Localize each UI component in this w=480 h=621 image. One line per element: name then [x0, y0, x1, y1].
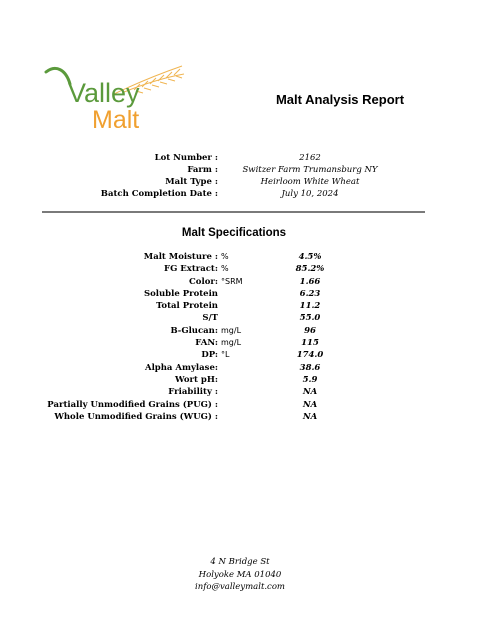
spec-value: 38.6	[299, 362, 321, 373]
footer-address	[0, 556, 480, 594]
section-divider	[42, 211, 425, 213]
spec-unit: °SRM	[221, 276, 243, 286]
spec-label: Wort pH:	[175, 374, 218, 385]
meta-row-farm	[0, 165, 480, 177]
spec-label: Whole Unmodified Grains (WUG) :	[54, 411, 218, 422]
spec-value: 96	[304, 325, 316, 336]
meta-row-batch-date	[0, 189, 480, 201]
spec-value: 1.66	[299, 276, 321, 287]
spec-label: FAN:	[195, 338, 218, 349]
meta-row-lot-number	[0, 153, 480, 165]
spec-row	[0, 301, 480, 313]
meta-value: 2162	[299, 153, 321, 163]
batch-details	[0, 153, 480, 201]
spec-value: 85.2%	[295, 264, 325, 275]
meta-value: Switzer Farm Trumansburg NY	[242, 165, 378, 175]
meta-row-malt-type	[0, 177, 480, 189]
address-city: Holyoke MA 01040	[198, 569, 282, 580]
spec-label: Soluble Protein	[143, 288, 218, 299]
spec-value: 6.23	[299, 288, 321, 299]
meta-label: Farm :	[187, 165, 218, 175]
meta-value: Heirloom White Wheat	[260, 177, 360, 187]
spec-unit: °L	[221, 350, 230, 360]
spec-label: B-Glucan:	[170, 325, 218, 336]
spec-label: FG Extract:	[164, 264, 218, 275]
spec-label: Color:	[189, 276, 218, 287]
meta-label: Malt Type :	[165, 177, 218, 187]
spec-label: Total Protein	[156, 301, 218, 312]
logo-word-malt: Malt	[92, 106, 140, 132]
specifications-title: Malt Specifications	[181, 227, 287, 239]
spec-unit: %	[221, 252, 229, 261]
spec-row	[0, 400, 480, 412]
spec-value: 55.0	[299, 313, 321, 324]
spec-label: Friability :	[168, 387, 218, 398]
report-title: Malt Analysis Report	[275, 92, 405, 107]
spec-value: NA	[302, 399, 318, 410]
spec-row	[0, 350, 480, 362]
spec-row	[0, 363, 480, 375]
spec-row	[0, 375, 480, 387]
spec-value: NA	[302, 411, 318, 422]
specifications-table	[0, 252, 480, 424]
spec-value: 115	[301, 338, 319, 349]
spec-value: 4.5%	[298, 252, 322, 262]
spec-label: DP:	[201, 350, 218, 361]
spec-row	[0, 412, 480, 424]
spec-row	[0, 277, 480, 289]
address-street: 4 N Bridge St	[210, 557, 270, 567]
meta-label: Lot Number :	[154, 153, 218, 163]
spec-value: 174.0	[296, 350, 324, 361]
contact-email: info@valleymalt.com	[195, 582, 285, 592]
spec-value: 11.2	[299, 301, 321, 312]
spec-label: Alpha Amylase:	[144, 362, 218, 373]
spec-unit: %	[221, 264, 229, 274]
spec-label: Partially Unmodified Grains (PUG) :	[47, 399, 218, 410]
spec-row	[0, 264, 480, 276]
spec-label: Malt Moisture :	[143, 252, 218, 262]
spec-row	[0, 326, 480, 338]
spec-value: 5.9	[302, 374, 318, 385]
spec-label: S/T	[202, 313, 218, 324]
spec-row	[0, 313, 480, 325]
spec-row	[0, 289, 480, 301]
valley-malt-logo	[44, 60, 186, 132]
spec-row	[0, 338, 480, 350]
meta-value: July 10, 2024	[281, 189, 339, 199]
spec-unit: mg/L	[221, 325, 242, 335]
spec-value: NA	[302, 387, 318, 398]
meta-label: Batch Completion Date :	[100, 189, 218, 199]
spec-row	[0, 252, 480, 264]
logo-graphic	[44, 60, 186, 132]
spec-row	[0, 387, 480, 399]
logo-word-valley: Valley	[68, 78, 140, 108]
logo-swoosh-icon	[46, 68, 70, 84]
spec-unit: mg/L	[221, 338, 242, 348]
